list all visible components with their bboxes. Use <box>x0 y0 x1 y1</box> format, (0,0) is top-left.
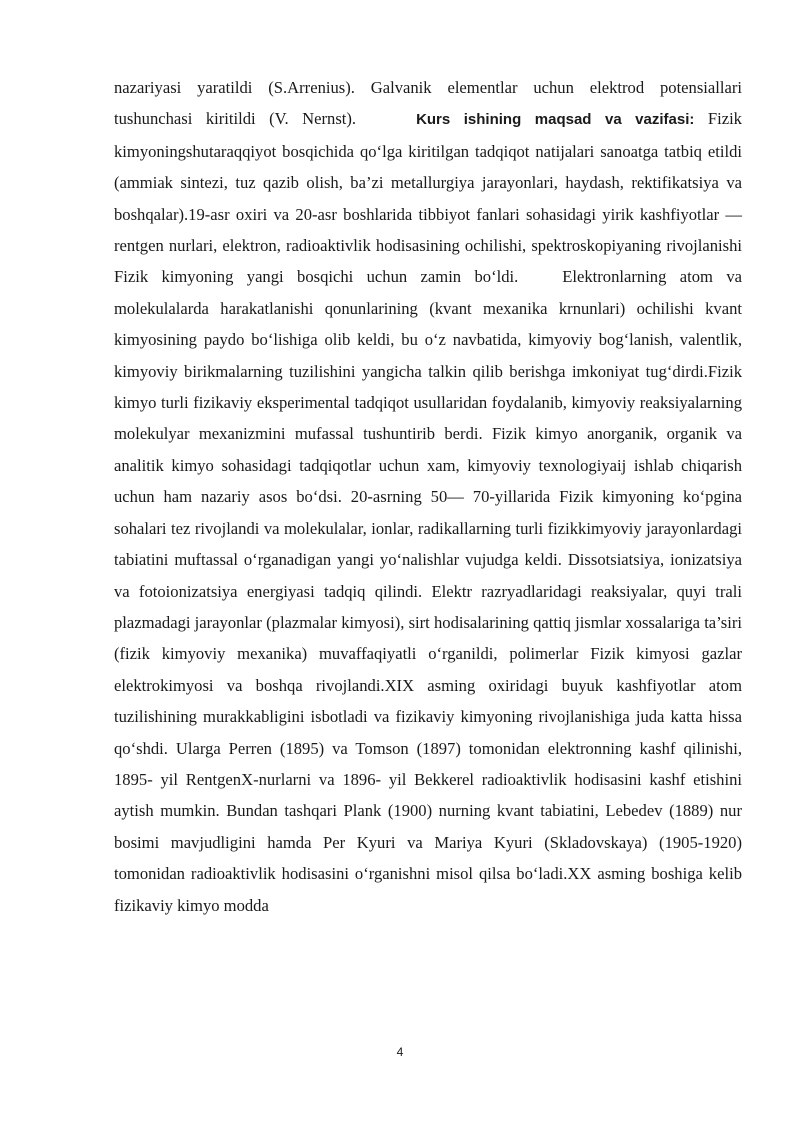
section-heading: Kurs ishining maqsad va vazifasi: <box>416 111 695 129</box>
page-number: 4 <box>396 1045 404 1059</box>
text-segment-purpose: Fizik kimyoningshutaraqqiyot bosqichida qo‘lga kiritilgan tadqiqot natijalari sanoatga tatbiq etildi (ammiak sintezi, tuz qazib olish, ba’zi metallurgiya jarayonlari, haydash, rektifikatsiya va boshqalar).19-asr oxiri va 20-asr boshlarida tibbiyot fanlari sohasidagi yirik kashfiyotlar — rentgen nurlari, elektron, radioaktivlik hodisasining ochilishi, spektroskopiyaning rivojlanishi Fizik kimyoning yangi bosqichi uchun zamin bo‘ldi. <box>114 109 742 287</box>
paragraph <box>114 72 742 921</box>
text-segment-quantum: Elektronlarning atom va molekulalarda harakatlanishi qonunlarining (kvant mexanika krnunlari) ochilishi kvant kimyosining paydo bo‘lishiga olib keldi, bu o‘z navbatida, kimyoviy bog‘lanish, valentlik, kimyoviy birikmalarning tuzilishini yangicha talkin qilib berishga imkoniyat tug‘dirdi.Fizik kimyo turli fizikaviy eksperimental tadqiqot usullaridan foydalanib, kimyoviy reaksiyalarning molekulyar mexanizmini mufassal tushuntirib berdi. Fizik kimyo anorganik, organik va analitik kimyo sohasidagi tadqiqotlar uchun xam, kimyoviy texnologiyaij ishlab chiqarish uchun ham nazariy asos bo‘dsi. 20-asrning 50— 70-yillarida Fizik kimyoning ko‘pgina sohalari tez rivojlandi va molekulalar, ionlar, radikallarning turli fizikkimyoviy jarayonlardagi tabiatini muftassal o‘rganadigan yangi yo‘nalishlar vujudga keldi. Dissotsiatsiya, ionizatsiya va fotoionizatsiya energiyasi tadqiq qilindi. Elektr razryadlaridagi reaksiyalar, quyi trali plazmadagi jarayonlar (plazmalar kimyosi), sirt hodisalarining qattiq jismlar xossalariga ta’siri (fizik kimyoviy mexanika) muvaffaqiyatli o‘rganildi, polimerlar Fizik kimyosi gazlar elektrokimyosi va boshqa rivojlandi.XIX asming oxiridagi buyuk kashfiyotlar atom tuzilishining murakkabligini isbotladi va fizikaviy kimyoning rivojlanishiga juda katta hissa qo‘shdi. Ularga Perren (1895) va Tomson (1897) tomonidan elektronning kashf qilinishi, 1895- yil RentgenX-nurlarni va 1896- yil Bekkerel radioaktivlik hodisasini kashf etishini aytish mumkin. Bundan tashqari Plank (1900) nurning kvant tabiatini, Lebedev (1889) nur bosimi mavjudligini hamda Per Kyuri va Mariya Kyuri (Skladovskaya) (1905-1920) tomonidan radioaktivlik hodisasini o‘rganishni misol qilsa bo‘ladi.XX asming boshiga kelib fizikaviy kimyo modda <box>114 267 743 915</box>
text-segment-intro: nazariyasi yaratildi (S.Arrenius). Galvanik elementlar uchun elektrod potensiallari tushunchasi kiritildi (V. Nernst). <box>114 78 742 129</box>
body-text <box>114 72 742 921</box>
